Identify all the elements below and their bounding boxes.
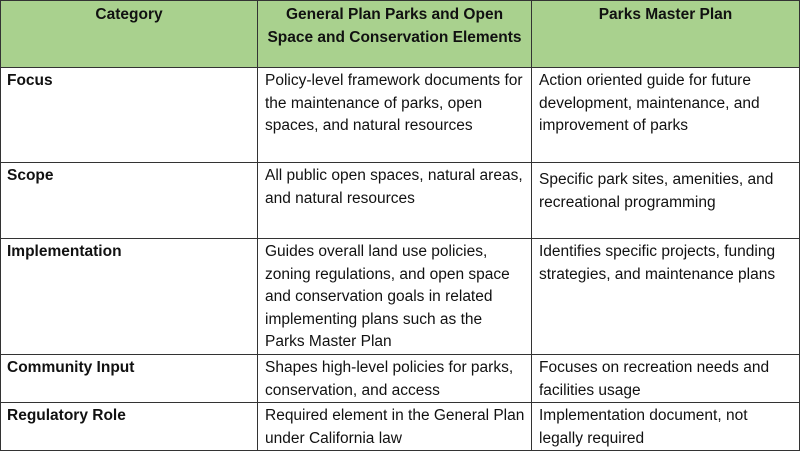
table-row bbox=[1, 163, 800, 239]
row-general-plan-cell: Guides overall land use policies, zoning regulations, and open space and conservation goals in related implementing plans such as the Parks Master Plan bbox=[258, 239, 532, 355]
table-row bbox=[1, 355, 800, 403]
header-general-plan: General Plan Parks and Open Space and Conservation Elements bbox=[258, 1, 532, 68]
row-category: Focus bbox=[1, 68, 258, 163]
row-general-plan-cell: Policy-level framework documents for the maintenance of parks, open spaces, and natural resources bbox=[258, 68, 532, 163]
row-category: Regulatory Role bbox=[1, 403, 258, 451]
row-category: Community Input bbox=[1, 355, 258, 403]
row-parks-master-plan-cell: Identifies specific projects, funding strategies, and maintenance plans bbox=[532, 239, 800, 355]
table-row bbox=[1, 239, 800, 355]
header-row bbox=[1, 1, 800, 68]
table-row bbox=[1, 68, 800, 163]
row-category: Scope bbox=[1, 163, 258, 239]
row-parks-master-plan-cell: Focuses on recreation needs and facilities usage bbox=[532, 355, 800, 403]
row-parks-master-plan-cell: Specific park sites, amenities, and recreational programming bbox=[532, 163, 800, 239]
row-general-plan-cell: All public open spaces, natural areas, and natural resources bbox=[258, 163, 532, 239]
row-parks-master-plan-cell: Action oriented guide for future development, maintenance, and improvement of parks bbox=[532, 68, 800, 163]
header-parks-master-plan: Parks Master Plan bbox=[532, 1, 800, 68]
row-general-plan-cell: Required element in the General Plan under California law bbox=[258, 403, 532, 451]
table-row bbox=[1, 403, 800, 451]
row-parks-master-plan-cell: Implementation document, not legally required bbox=[532, 403, 800, 451]
row-general-plan-cell: Shapes high-level policies for parks, conservation, and access bbox=[258, 355, 532, 403]
header-category: Category bbox=[1, 1, 258, 68]
row-category: Implementation bbox=[1, 239, 258, 355]
